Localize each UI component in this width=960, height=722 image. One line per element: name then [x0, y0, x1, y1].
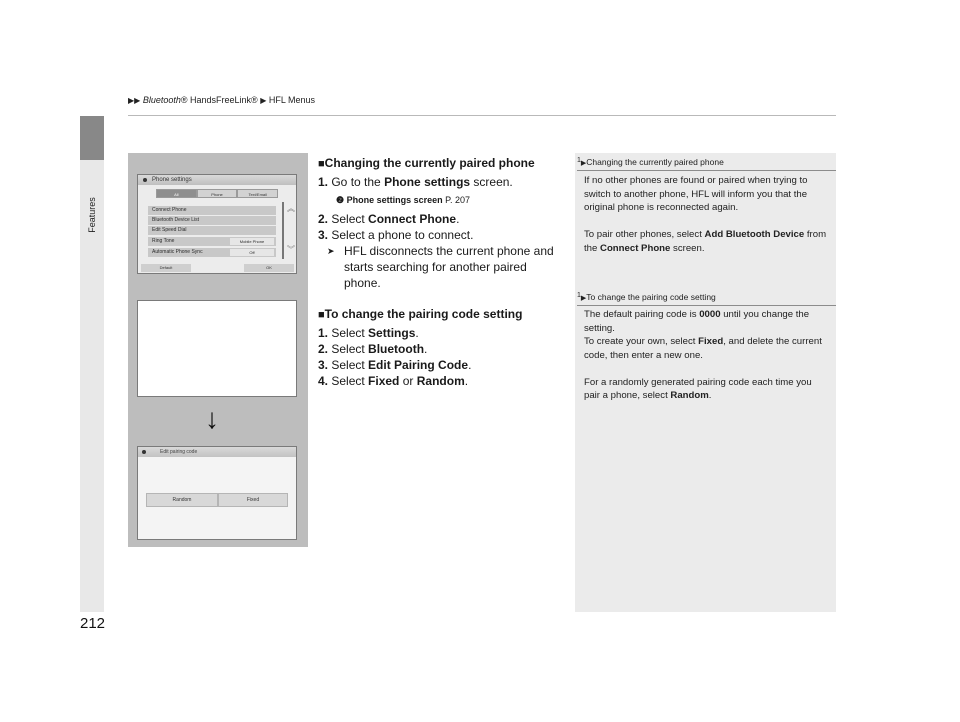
side-tab-label	[78, 120, 106, 610]
random-button[interactable]: Random	[146, 493, 218, 507]
list-item-automatic-phone-sync[interactable]	[148, 248, 276, 257]
list-item-label: Connect Phone	[152, 207, 187, 213]
step-bold: Bluetooth	[368, 342, 425, 356]
step-text: screen.	[470, 175, 513, 189]
side-tab-text: Features	[87, 197, 97, 233]
step-number: 3.	[318, 228, 329, 242]
step-text: .	[468, 358, 472, 372]
step-text: Select	[328, 342, 369, 356]
note-rule	[577, 170, 836, 171]
step-number: 1.	[318, 326, 329, 340]
step-text: Select	[328, 374, 369, 388]
note-bold: Fixed	[698, 336, 724, 347]
step-number: 4.	[318, 374, 329, 388]
step-bold: Edit Pairing Code	[368, 358, 469, 372]
screen-title-bar	[138, 447, 296, 457]
fixed-button[interactable]: Fixed	[218, 493, 288, 507]
step-number: 1.	[318, 175, 329, 189]
back-icon	[142, 450, 146, 454]
note-text: The default pairing code is	[584, 309, 700, 320]
scrollbar[interactable]	[282, 202, 284, 259]
note-paragraph	[584, 308, 830, 335]
page-reference	[318, 192, 563, 208]
blank-screen-frame	[137, 300, 297, 397]
step-1	[318, 325, 563, 341]
step-text: .	[456, 212, 460, 226]
step-text: Go to the	[328, 175, 385, 189]
list-item-value: Mobile Phone	[230, 238, 274, 245]
spacer	[318, 291, 563, 306]
list-item-label: Edit Speed Dial	[152, 227, 187, 233]
note-arrow-icon: ▶	[580, 295, 587, 302]
list-item-label: Bluetooth Device List	[152, 217, 199, 223]
note-text: For a randomly generated pairing code each time you pair a phone, select	[584, 376, 812, 401]
breadcrumb-hfl-menus: HFL Menus	[268, 95, 316, 105]
list-item-connect-phone[interactable]	[148, 206, 276, 215]
reference-label: Phone settings screen	[346, 195, 443, 205]
note-rule	[577, 305, 836, 306]
note-title	[577, 157, 724, 167]
screen-title: Phone settings	[152, 177, 192, 183]
note-number: 1	[577, 157, 581, 164]
breadcrumb	[128, 95, 315, 105]
step-bold: Fixed	[368, 374, 400, 388]
note-body	[584, 308, 830, 403]
list-item-edit-speed-dial[interactable]	[148, 226, 276, 235]
step-3	[318, 227, 563, 243]
note-paragraph	[584, 228, 830, 255]
result-text: HFL disconnects the current phone and starts searching for another paired phone.	[344, 244, 554, 290]
note-bold: Connect Phone	[600, 242, 671, 254]
step-number: 2.	[318, 342, 329, 356]
step-result	[318, 243, 563, 291]
screen-title: Edit pairing code	[160, 449, 198, 455]
square-bullet-icon: ■	[318, 158, 325, 170]
breadcrumb-handsfreelink: HandsFreeLink®	[187, 95, 258, 105]
note-title-text: Changing the currently paired phone	[586, 157, 724, 167]
square-bullet-icon: ■	[318, 309, 325, 321]
note-text: , and delete the current code, then enter a new one.	[584, 336, 822, 361]
back-icon	[143, 178, 147, 182]
step-text: or	[399, 374, 417, 388]
screen-tabs	[156, 189, 278, 198]
note-text: To pair other phones, select	[584, 229, 705, 240]
section-heading	[318, 306, 563, 323]
step-2	[318, 341, 563, 357]
tab-all[interactable]: All	[156, 189, 197, 198]
section-heading-text: Changing the currently paired phone	[324, 156, 535, 170]
edit-pairing-code-screen	[137, 446, 297, 540]
note-title	[577, 292, 716, 302]
scroll-up-icon[interactable]: ︽	[287, 204, 295, 213]
note-bold: 0000	[699, 309, 721, 320]
step-bold: Phone settings	[384, 175, 471, 189]
breadcrumb-reg: ®	[180, 95, 188, 105]
step-bold: Connect Phone	[368, 212, 457, 226]
list-item-bluetooth-device-list[interactable]	[148, 216, 276, 225]
step-text: Select	[328, 212, 369, 226]
phone-settings-screen	[137, 174, 297, 274]
scroll-down-icon[interactable]: ︾	[287, 245, 295, 254]
note-arrow-icon: ▶	[580, 160, 587, 167]
list-item-label: Automatic Phone Sync	[152, 249, 203, 255]
breadcrumb-bluetooth: Bluetooth	[142, 95, 181, 105]
step-number: 2.	[318, 212, 329, 226]
note-bold: Random	[670, 390, 709, 401]
note-body	[584, 174, 830, 255]
step-text: .	[424, 342, 428, 356]
list-item-ring-tone[interactable]	[148, 237, 276, 246]
reference-page: P. 207	[442, 195, 470, 205]
step-3	[318, 357, 563, 373]
spacer	[584, 215, 830, 229]
step-text: .	[415, 326, 419, 340]
note-text: until you change the setting.	[584, 309, 810, 334]
tab-phone[interactable]: Phone	[197, 189, 238, 198]
note-paragraph	[584, 335, 830, 362]
step-text: Select	[328, 358, 369, 372]
result-arrow-icon: ➤	[327, 246, 335, 256]
step-bold: Random	[416, 374, 465, 388]
screen-title-bar	[138, 175, 296, 185]
step-text: .	[464, 374, 469, 388]
section-heading-text: To change the pairing code setting	[324, 307, 523, 321]
list-item-value: Off	[230, 249, 274, 256]
header-rule	[128, 115, 836, 116]
step-bold: Settings	[368, 326, 416, 340]
double-arrow-icon: ▶▶	[128, 96, 141, 105]
note-text: screen.	[670, 242, 705, 254]
note-paragraph	[584, 376, 830, 403]
step-1	[318, 174, 563, 190]
section-heading	[318, 155, 563, 172]
note-text: To create your own, select	[584, 336, 699, 347]
page-reference-icon: ❷	[336, 195, 345, 205]
note-number: 1	[577, 292, 581, 299]
spacer	[584, 362, 830, 376]
step-number: 3.	[318, 358, 329, 372]
note-title-text: To change the pairing code setting	[586, 292, 716, 302]
note-bold: Add Bluetooth Device	[704, 229, 805, 240]
tab-text-email[interactable]: Text/Email	[237, 189, 278, 198]
note-text: from the	[584, 229, 827, 254]
step-text: Select a phone to connect.	[328, 228, 474, 242]
page-number: 212	[80, 615, 106, 632]
step-4	[318, 373, 563, 389]
note-paragraph: If no other phones are found or paired when trying to switch to another phone, HFL will inform you that the original phone is reconnected again.	[584, 175, 808, 213]
down-arrow-icon: ↓	[205, 403, 219, 434]
list-item-label: Ring Tone	[152, 238, 175, 244]
arrow-icon: ▶	[260, 96, 267, 105]
main-content	[318, 155, 563, 389]
note-text: .	[708, 390, 712, 401]
default-button[interactable]: Default	[141, 264, 191, 272]
ok-button[interactable]: OK	[244, 264, 294, 272]
step-2	[318, 211, 563, 227]
step-text: Select	[328, 326, 369, 340]
